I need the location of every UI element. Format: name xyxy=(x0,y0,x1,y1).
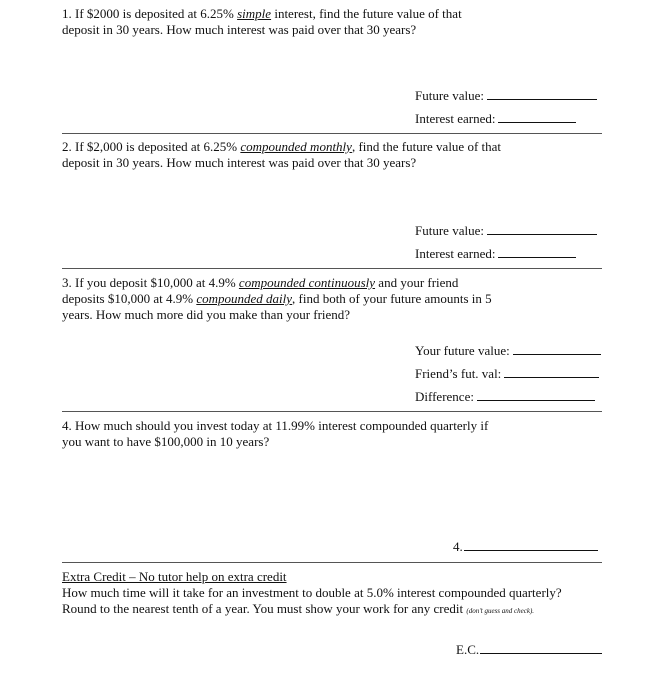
q2-interest-earned-row xyxy=(415,246,576,262)
divider-3 xyxy=(62,411,602,412)
question-2-emphasis: compounded monthly xyxy=(240,139,352,154)
q3-difference-row xyxy=(415,389,595,405)
extra-credit-note: (don’t guess and check). xyxy=(466,607,535,615)
question-4-text: How much should you invest today at 11.99% interest compounded quarterly if you want to have $100,000 in 10 years? xyxy=(62,418,489,449)
q2-future-value-label: Future value: xyxy=(415,223,484,238)
q3-friend-future-value-row xyxy=(415,366,599,382)
question-3-emphasis-2: compounded daily xyxy=(196,291,292,306)
question-1-emphasis: simple xyxy=(237,6,272,21)
q2-interest-earned-blank[interactable] xyxy=(498,246,576,258)
question-2-text-a: If $2,000 is deposited at 6.25% xyxy=(75,139,241,154)
q3-friend-future-value-label: Friend’s fut. val: xyxy=(415,366,502,381)
question-3-emphasis-1: compounded continuously xyxy=(238,275,376,290)
q1-interest-earned-row xyxy=(415,111,576,127)
q3-difference-label: Difference: xyxy=(415,389,474,404)
q1-future-value-row xyxy=(415,88,597,104)
question-3-number: 3. xyxy=(62,275,72,290)
question-2 xyxy=(62,139,502,171)
question-3 xyxy=(62,275,502,323)
q3-difference-blank[interactable] xyxy=(477,389,595,401)
question-4-number: 4. xyxy=(62,418,72,433)
q2-future-value-blank[interactable] xyxy=(487,223,597,235)
question-1-text-a: If $2000 is deposited at 6.25% xyxy=(75,6,238,21)
q4-answer-row xyxy=(453,539,598,555)
extra-credit-answer-row xyxy=(456,642,602,658)
question-1-text-b: interest, find the future value of that deposit in 30 years. How much interest was paid over that 30 years? xyxy=(62,6,462,37)
q1-future-value-label: Future value: xyxy=(415,88,484,103)
extra-credit-line-2: Round to the nearest tenth of a year. You must show your work for any credit xyxy=(62,601,467,616)
extra-credit-answer-blank[interactable] xyxy=(480,642,602,654)
q4-answer-label: 4. xyxy=(453,539,463,554)
question-1 xyxy=(62,6,502,38)
question-3-text-b: and your friend deposits $10,000 at 4.9% xyxy=(62,275,459,306)
q2-future-value-row xyxy=(415,223,597,239)
q1-future-value-blank[interactable] xyxy=(487,88,597,100)
q1-interest-earned-label: Interest earned: xyxy=(415,111,496,126)
question-3-text-c: , find both of your future amounts in 5 years. How much more did you make than your friend? xyxy=(62,291,492,322)
q4-answer-blank[interactable] xyxy=(464,539,598,551)
question-2-number: 2. xyxy=(62,139,72,154)
question-1-number: 1. xyxy=(62,6,72,21)
q3-your-future-value-blank[interactable] xyxy=(513,343,601,355)
extra-credit-line-1: How much time will it take for an investment to double at 5.0% interest compounded quarterly? xyxy=(62,585,562,600)
q3-your-future-value-row xyxy=(415,343,601,359)
q1-interest-earned-blank[interactable] xyxy=(498,111,576,123)
extra-credit xyxy=(62,569,622,619)
divider-1 xyxy=(62,133,602,134)
divider-2 xyxy=(62,268,602,269)
extra-credit-title: Extra Credit – No tutor help on extra credit xyxy=(62,569,287,584)
divider-4 xyxy=(62,562,602,563)
extra-credit-line-2-wrap xyxy=(62,601,622,619)
question-4 xyxy=(62,418,492,450)
question-2-text-b: , find the future value of that deposit in 30 years. How much interest was paid over that 30 years? xyxy=(62,139,502,170)
extra-credit-answer-label: E.C. xyxy=(456,642,480,657)
q2-interest-earned-label: Interest earned: xyxy=(415,246,496,261)
q3-your-future-value-label: Your future value: xyxy=(415,343,510,358)
q3-friend-future-value-blank[interactable] xyxy=(504,366,599,378)
question-3-text-a: If you deposit $10,000 at 4.9% xyxy=(75,275,239,290)
